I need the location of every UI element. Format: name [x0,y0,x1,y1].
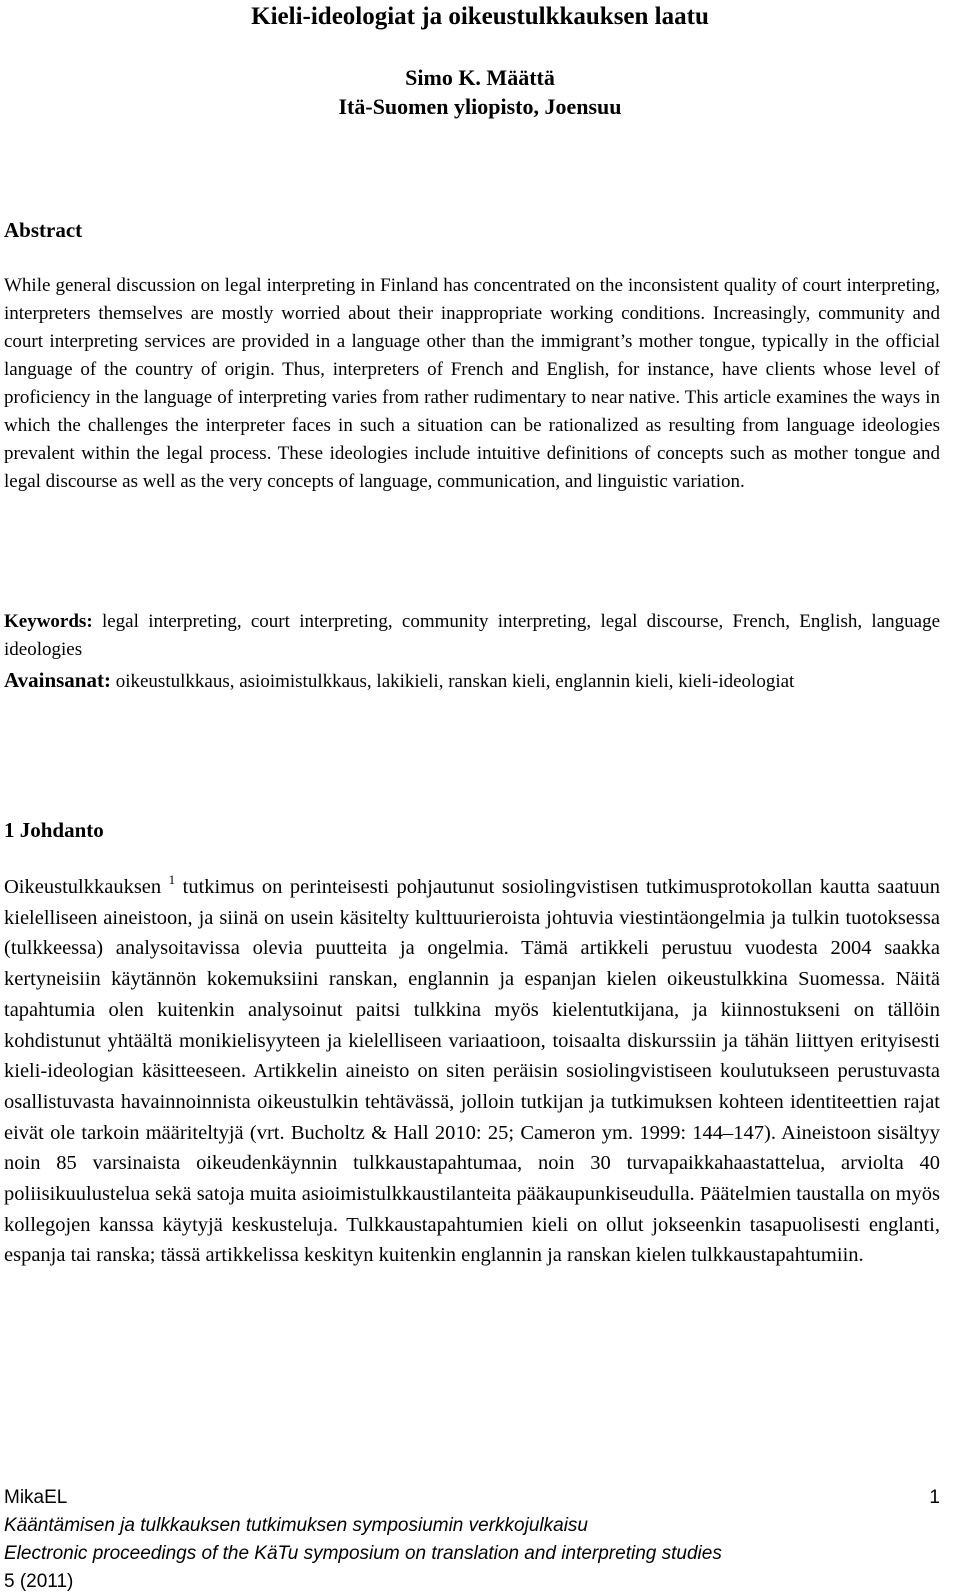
keywords-label: Keywords: [4,611,93,632]
author-name: Simo K. Määttä [405,65,555,90]
author-affiliation: Itä-Suomen yliopisto, Joensuu [338,94,622,119]
page-footer [4,1484,940,1596]
footer-journal-line [4,1484,940,1512]
footer-volume: 5 (2011) [4,1571,74,1592]
avainsanat [4,665,940,697]
section-first-word: Oikeustulkkauksen [4,876,162,898]
section-heading: 1 Johdanto [4,818,104,842]
keywords [4,608,940,664]
footer-line-fi: Kääntämisen ja tulkkauksen tutkimuksen symposiumin verkkojulkaisu [4,1515,588,1536]
abstract-text: While general discussion on legal interpreting in Finland has concentrated on the inconsistent quality of court interpreting, interpreters themselves are mostly worried about their inappropriate working conditions. Increasingly, community and court interpreting services are provided in a language other than the immigrant’s mother tongue, typically in the official language of the country of origin. Thus, interpreters of French and English, for instance, have clients whose level of proficiency in the language of interpreting varies from rather rudimentary to near native. This article examines the ways in which the challenges the interpreter faces in such a situation can be rationalized as resulting from language ideologies prevalent within the legal process. These ideologies include intuitive definitions of concepts such as mother tongue and legal discourse as well as the very concepts of language, communication, and linguistic variation. [4,275,940,492]
abstract-heading: Abstract [4,218,83,242]
footer-line-en: Electronic proceedings of the KäTu symposium on translation and interpreting studies [4,1543,722,1564]
section-body: tutkimus on perinteisesti pohjautunut sosiolingvistisen tutkimusprotokollan kautta saatuun kielelliseen aineistoon, ja siinä on usein käsitelty kulttuurieroista johtuvia viestintäongelmia ja tulkin tuotoksessa (tulkkeessa) analysoitavissa olevia puutteita ja ongelmia. Tämä artikkeli perustuu vuodesta 2004 saakka kertyneisiin käytännön kokemuksiini ranskan, englannin ja espanjan kielen oikeustulkkina Suomessa. Näitä tapahtumia olen kuitenkin analysoinut paitsi tulkkina myös kielentutkijana, ja kiinnostukseni on tällöin kohdistunut yhtäältä monikielisyyteen ja kielelliseen variaatioon, toisaalta diskurssiin ja tähän liittyen erityisesti kieli-ideologian käsitteeseen. Artikkelin aineisto on siten peräisin sosiolingvistiseen koulutukseen perustuvasta osallistuvasta havainnoinnista oikeustulkin tehtävässä, jolloin tutkijan ja tutkimuksen kohteen identiteettien rajat eivät ole tarkoin määriteltyjä (vrt. Bucholtz & Hall 2010: 25; Cameron ym. 1999: 144–147). Aineistoon sisältyy noin 85 varsinaista oikeudenkäynnin tulkkaustapahtumaa, noin 30 turvapaikkahaastattelua, arviolta 40 poliisikuulustelua sekä satoja muita asioimistulkkaustilanteita pääkaupunkiseudulla. Päätelmien taustalla on myös kollegojen kanssa käytyjä keskusteluja. Tulkkaustapahtumien kieli on ollut jokseenkin tasapuolisesti englanti, espanja tai ranska; tässä artikkelissa keskityn kuitenkin englannin ja ranskan kielen tulkkaustapahtumiin. [4,876,941,1267]
avainsanat-text: oikeustulkkaus, asioimistulkkaus, lakikieli, ranskan kieli, englannin kieli, kieli-ideologiat [110,671,795,692]
avainsanat-label: Avainsanat: [4,668,111,692]
footer-journal-name: MikaEL [4,1487,68,1508]
keywords-text: legal interpreting, court interpreting, community interpreting, legal discourse, French, English, language ideologies [4,611,940,660]
paper-title: Kieli-ideologiat ja oikeustulkkauksen laatu [251,3,709,30]
page-number: 1 [929,1487,940,1508]
footnote-reference[interactable]: 1 [168,872,176,887]
section-body-text [4,872,940,1271]
